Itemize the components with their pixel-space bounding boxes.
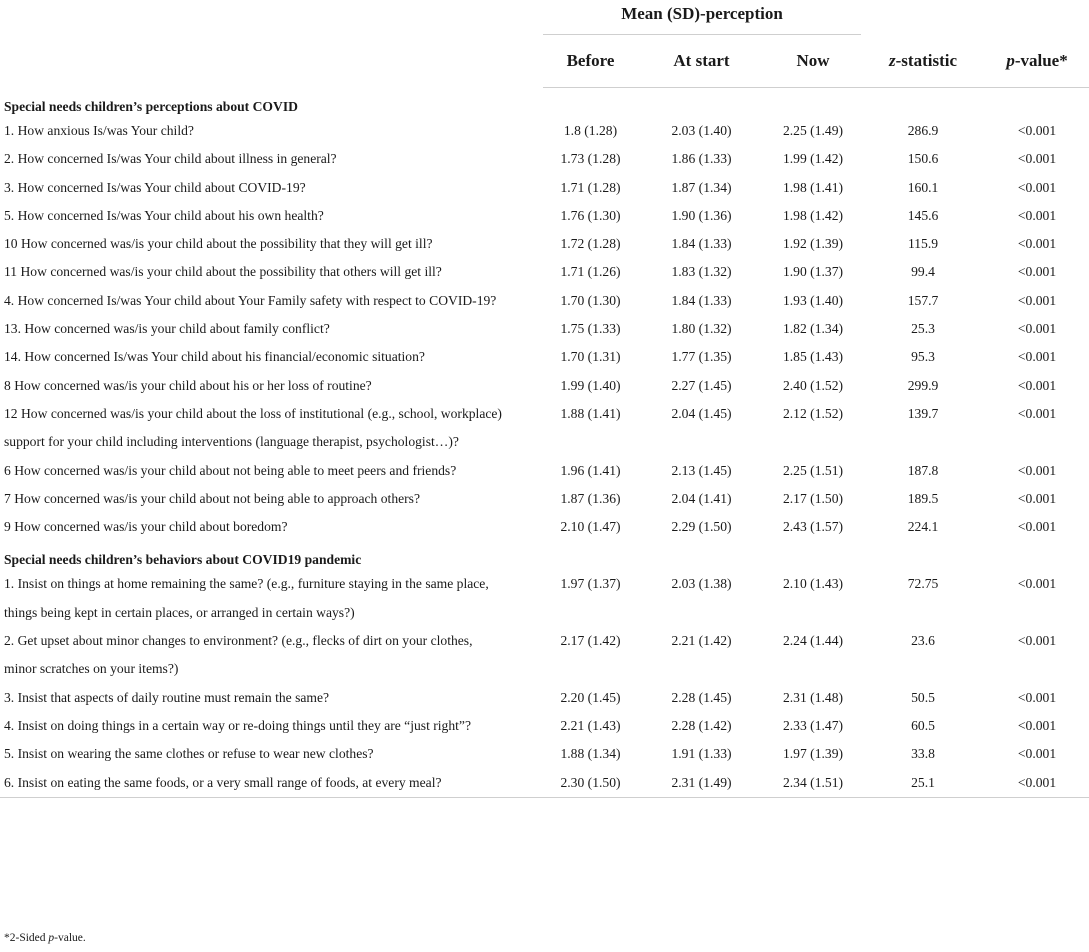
cell-now: 2.17 (1.50) (782, 490, 844, 506)
table-row (0, 485, 1089, 513)
cell-z-statistic: 286.9 (907, 123, 939, 138)
cell-p-value: <0.001 (1017, 207, 1057, 223)
cell-p-value: <0.001 (1017, 264, 1057, 280)
cell-now: 2.24 (1.44) (782, 633, 844, 649)
cell-before: 1.88 (1.34) (560, 746, 621, 762)
table-row (0, 627, 1089, 684)
table-row (0, 372, 1089, 400)
row-label: 2. Get upset about minor changes to environment? (e.g., flecks of dirt on your clothes, minor scratches on your items?) (4, 633, 473, 677)
row-label: 6 How concerned was/is your child about not being able to meet peers and friends? (4, 462, 457, 478)
cell-at-start: 1.77 (1.35) (671, 349, 732, 365)
cell-at-start: 1.84 (1.33) (671, 236, 732, 252)
row-label: 11 How concerned was/is your child about the possibility that others will get ill? (4, 264, 442, 280)
column-header-at-start: At start (638, 35, 765, 88)
cell-at-start: 1.86 (1.33) (671, 151, 732, 167)
cell-before: 1.88 (1.41) (560, 405, 621, 421)
cell-p-value: <0.001 (1017, 179, 1057, 195)
cell-now: 1.98 (1.41) (782, 179, 844, 195)
cell-before: 2.17 (1.42) (560, 633, 621, 649)
cell-now: 1.90 (1.37) (782, 264, 844, 280)
cell-now: 1.92 (1.39) (782, 236, 844, 252)
cell-at-start: 2.04 (1.41) (671, 490, 732, 506)
cell-p-value: <0.001 (1017, 633, 1057, 649)
cell-z-statistic: 299.9 (907, 377, 939, 393)
cell-now: 2.25 (1.49) (782, 123, 844, 138)
cell-before: 1.97 (1.37) (560, 576, 621, 592)
cell-p-value: <0.001 (1017, 377, 1057, 393)
cell-z-statistic: 139.7 (907, 405, 939, 421)
cell-at-start: 1.84 (1.33) (671, 292, 732, 308)
cell-now: 1.99 (1.42) (782, 151, 844, 167)
cell-z-statistic: 72.75 (907, 576, 939, 592)
cell-z-statistic: 150.6 (907, 151, 939, 167)
row-label: 10 How concerned was/is your child about the possibility that they will get ill? (4, 236, 433, 252)
cell-at-start: 1.87 (1.34) (671, 179, 732, 195)
row-label: 7 How concerned was/is your child about not being able to approach others? (4, 490, 420, 506)
cell-now: 2.10 (1.43) (782, 576, 844, 592)
row-label: 9 How concerned was/is your child about boredom? (4, 519, 288, 535)
cell-z-statistic: 33.8 (911, 746, 935, 762)
row-label: 1. How anxious Is/was Your child? (4, 123, 194, 138)
cell-p-value: <0.001 (1017, 689, 1057, 705)
cell-at-start: 2.29 (1.50) (671, 519, 732, 535)
cell-now: 2.25 (1.51) (782, 462, 844, 478)
cell-now: 1.93 (1.40) (782, 292, 844, 308)
cell-now: 1.85 (1.43) (782, 349, 844, 365)
cell-before: 1.73 (1.28) (560, 151, 621, 167)
table-row (0, 174, 1089, 202)
table-footnote: *2-Sided p-value. (4, 932, 86, 944)
cell-now: 2.40 (1.52) (782, 377, 844, 393)
table-row (0, 513, 1089, 541)
column-header-z-statistic: z-statistic (861, 35, 985, 88)
cell-z-statistic: 145.6 (907, 207, 939, 223)
table-row (0, 400, 1089, 457)
table-row (0, 258, 1089, 286)
table-row (0, 684, 1089, 712)
cell-at-start: 2.13 (1.45) (671, 462, 732, 478)
column-header-before: Before (543, 35, 638, 88)
cell-z-statistic: 95.3 (911, 349, 935, 365)
cell-before: 1.76 (1.30) (560, 207, 621, 223)
cell-z-statistic: 25.3 (911, 321, 935, 337)
cell-p-value: <0.001 (1017, 462, 1057, 478)
row-label: 4. How concerned Is/was Your child about Your Family safety with respect to COVID-19? (4, 292, 497, 308)
table-row (0, 117, 1089, 145)
cell-p-value: <0.001 (1017, 490, 1057, 506)
cell-z-statistic: 60.5 (911, 717, 935, 733)
row-label: 8 How concerned was/is your child about his or her loss of routine? (4, 377, 372, 393)
cell-now: 1.97 (1.39) (782, 746, 844, 762)
cell-before: 1.71 (1.28) (560, 179, 621, 195)
cell-before: 1.75 (1.33) (560, 321, 621, 337)
table-body (0, 88, 1089, 798)
section-header-row (0, 541, 1089, 570)
section-header-row (0, 88, 1089, 118)
cell-at-start: 2.27 (1.45) (671, 377, 732, 393)
section-title: Special needs children’s perceptions about COVID (4, 99, 298, 114)
row-label: 1. Insist on things at home remaining the same? (e.g., furniture staying in the same place, things being kept in certain places, or arranged in certain ways?) (4, 576, 489, 620)
cell-at-start: 1.80 (1.32) (671, 321, 732, 337)
cell-p-value: <0.001 (1017, 151, 1057, 167)
cell-before: 1.72 (1.28) (560, 236, 621, 252)
cell-before: 1.70 (1.30) (560, 292, 621, 308)
cell-p-value: <0.001 (1017, 405, 1057, 421)
cell-now: 2.31 (1.48) (782, 689, 844, 705)
cell-at-start: 1.90 (1.36) (671, 207, 732, 223)
cell-p-value: <0.001 (1017, 292, 1057, 308)
cell-p-value: <0.001 (1017, 236, 1057, 252)
cell-at-start: 2.03 (1.40) (671, 123, 732, 138)
table-row (0, 343, 1089, 371)
cell-before: 2.21 (1.43) (560, 717, 621, 733)
cell-at-start: 1.91 (1.33) (671, 746, 732, 762)
cell-z-statistic: 160.1 (907, 179, 939, 195)
table-row (0, 202, 1089, 230)
cell-at-start: 1.83 (1.32) (671, 264, 732, 280)
cell-at-start: 2.28 (1.42) (671, 717, 732, 733)
row-label: 2. How concerned Is/was Your child about illness in general? (4, 151, 337, 167)
cell-before: 1.96 (1.41) (560, 462, 621, 478)
row-label: 3. Insist that aspects of daily routine must remain the same? (4, 689, 330, 705)
cell-z-statistic: 99.4 (911, 264, 935, 280)
table-row (0, 457, 1089, 485)
cell-before: 1.70 (1.31) (560, 349, 621, 365)
table-row (0, 230, 1089, 258)
row-label: 5. How concerned Is/was Your child about his own health? (4, 207, 324, 223)
row-label: 4. Insist on doing things in a certain way or re-doing things until they are “just right”? (4, 717, 471, 733)
cell-p-value: <0.001 (1017, 746, 1057, 762)
table-row (0, 740, 1089, 768)
cell-p-value: <0.001 (1017, 717, 1057, 733)
cell-now: 2.12 (1.52) (782, 405, 844, 421)
cell-p-value: <0.001 (1017, 123, 1057, 138)
cell-p-value: <0.001 (1017, 519, 1057, 535)
row-label: 14. How concerned Is/was Your child about his financial/economic situation? (4, 349, 425, 365)
cell-now: 1.98 (1.42) (782, 207, 844, 223)
column-header-now: Now (765, 35, 861, 88)
table-row (0, 769, 1089, 798)
row-label: 3. How concerned Is/was Your child about COVID-19? (4, 179, 306, 195)
cell-at-start: 2.03 (1.38) (671, 576, 732, 592)
cell-z-statistic: 157.7 (907, 292, 939, 308)
cell-z-statistic: 115.9 (907, 236, 939, 252)
cell-z-statistic: 189.5 (907, 490, 939, 506)
cell-now: 1.82 (1.34) (782, 321, 844, 337)
cell-at-start: 2.28 (1.45) (671, 689, 732, 705)
cell-before: 2.20 (1.45) (560, 689, 621, 705)
mean-sd-group-header: Mean (SD)-perception (621, 4, 783, 23)
cell-now: 2.34 (1.51) (765, 769, 861, 798)
cell-p-value: <0.001 (1017, 576, 1057, 592)
table-row (0, 287, 1089, 315)
cell-before: 2.30 (1.50) (543, 769, 638, 798)
table-row (0, 145, 1089, 173)
cell-now: 2.33 (1.47) (782, 717, 844, 733)
cell-before: 1.71 (1.26) (560, 264, 621, 280)
cell-z-statistic: 23.6 (911, 633, 935, 649)
row-label: 6. Insist on eating the same foods, or a very small range of foods, at every meal? (0, 769, 543, 798)
cell-before: 1.8 (1.28) (563, 123, 618, 138)
cell-p-value: <0.001 (985, 769, 1089, 798)
column-header-p-value: p-value* (985, 35, 1089, 88)
cell-z-statistic: 187.8 (907, 462, 939, 478)
cell-p-value: <0.001 (1017, 349, 1057, 365)
row-label: 13. How concerned was/is your child about family conflict? (4, 321, 330, 337)
section-title: Special needs children’s behaviors about COVID19 pandemic (4, 552, 362, 568)
table-row (0, 570, 1089, 627)
cell-z-statistic: 25.1 (861, 769, 985, 798)
cell-p-value: <0.001 (1017, 321, 1057, 337)
row-label: 5. Insist on wearing the same clothes or refuse to wear new clothes? (4, 746, 374, 762)
cell-at-start: 2.31 (1.49) (638, 769, 765, 798)
cell-z-statistic: 224.1 (907, 519, 939, 535)
row-label: 12 How concerned was/is your child about the loss of institutional (e.g., school, workplace) support for your child including interventions (language therapist, psychologist…)? (4, 405, 502, 450)
table-row (0, 712, 1089, 740)
cell-now: 2.43 (1.57) (782, 519, 844, 535)
cell-at-start: 2.21 (1.42) (671, 633, 732, 649)
cell-before: 1.99 (1.40) (560, 377, 621, 393)
cell-before: 1.87 (1.36) (560, 490, 621, 506)
table-row (0, 315, 1089, 343)
cell-z-statistic: 50.5 (911, 689, 935, 705)
cell-at-start: 2.04 (1.45) (671, 405, 732, 421)
cell-before: 2.10 (1.47) (560, 519, 621, 535)
